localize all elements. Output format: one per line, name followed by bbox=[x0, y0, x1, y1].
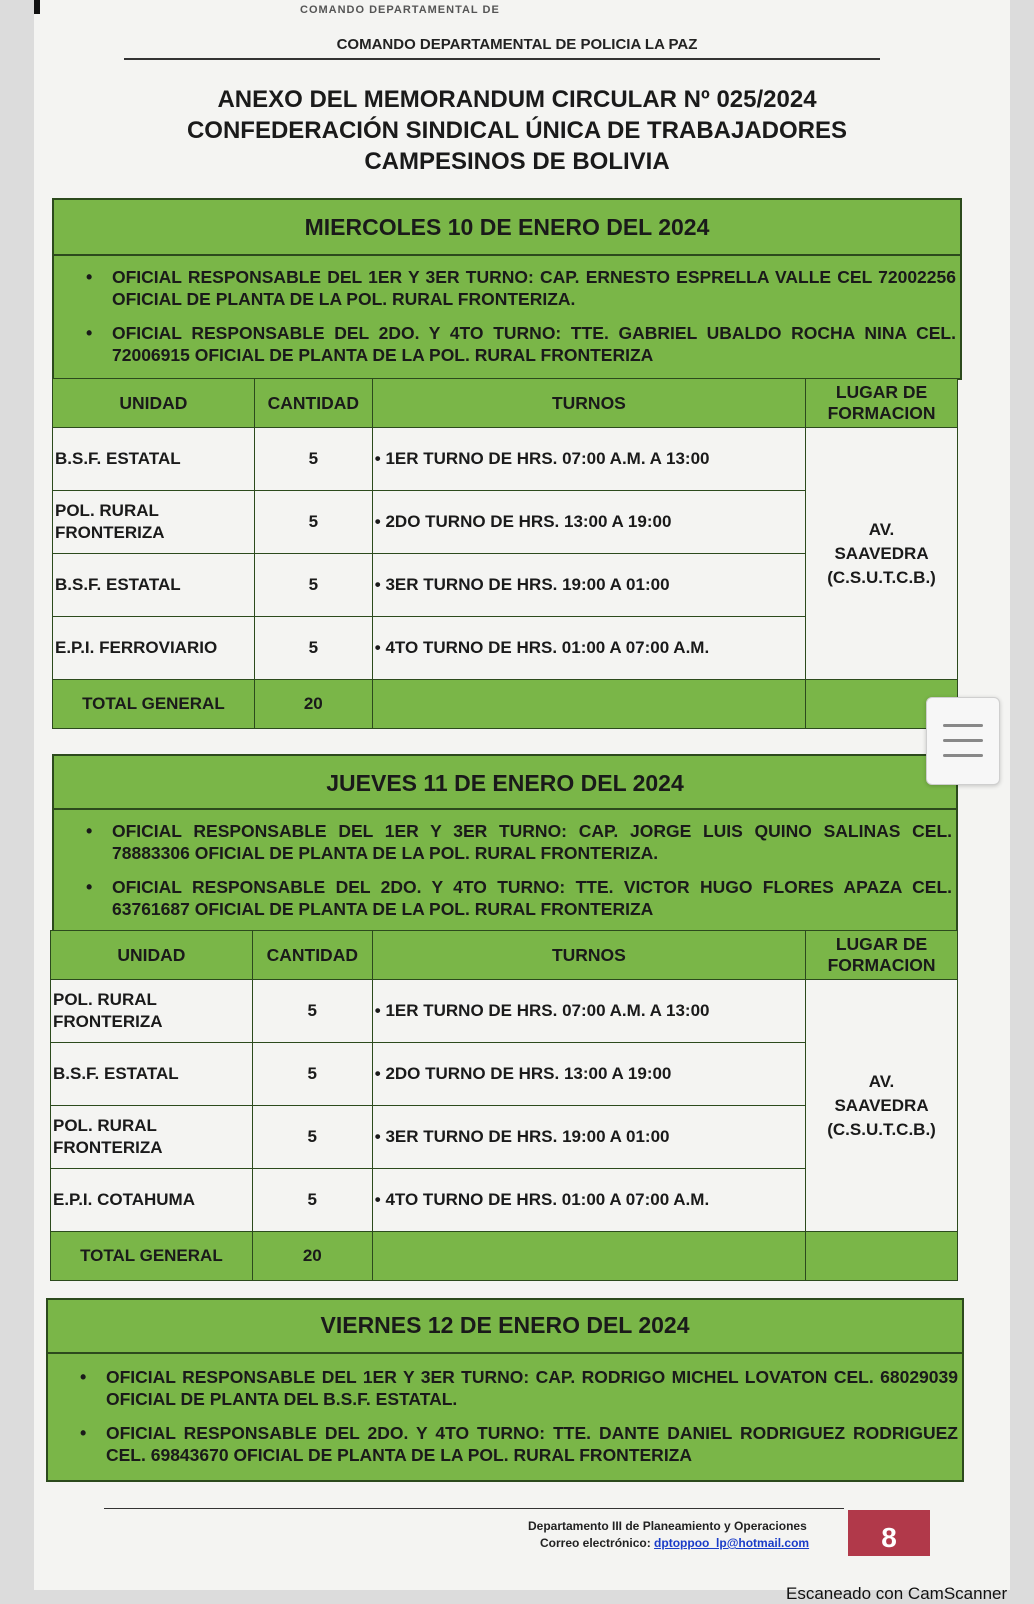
quantity-cell: 5 bbox=[252, 980, 372, 1043]
day-block-wednesday bbox=[52, 198, 962, 380]
header-cut-text: COMANDO DEPARTAMENTAL DE bbox=[300, 4, 500, 16]
unit-cell: POL. RURAL FRONTERIZA bbox=[53, 491, 255, 554]
schedule-table-wednesday bbox=[52, 378, 958, 729]
shift-cell: • 2DO TURNO DE HRS. 13:00 A 19:00 bbox=[372, 1043, 805, 1106]
total-empty-cell bbox=[806, 1232, 958, 1281]
floating-menu-button[interactable] bbox=[926, 697, 1000, 785]
col-lugar: LUGAR DE FORMACION bbox=[806, 931, 958, 980]
day-title: MIERCOLES 10 DE ENERO DEL 2024 bbox=[304, 214, 710, 240]
unit-cell: B.S.F. ESTATAL bbox=[53, 428, 255, 491]
scanner-watermark: Escaneado con CamScanner bbox=[786, 1584, 1008, 1603]
officer-item: • OFICIAL RESPONSABLE DEL 2DO. Y 4TO TURNO: TTE. DANTE DANIEL RODRIGUEZ RODRIGUEZ CEL. 69843670 OFICIAL DE PLANTA DE LA POL. RURAL FRONTERIZA bbox=[48, 1422, 962, 1466]
shift-cell: • 1ER TURNO DE HRS. 07:00 A.M. A 13:00 bbox=[372, 428, 805, 491]
officer-list bbox=[54, 820, 956, 932]
shift-cell: • 4TO TURNO DE HRS. 01:00 A 07:00 A.M. bbox=[372, 617, 805, 680]
day-block-thursday bbox=[52, 754, 958, 934]
total-empty-cell bbox=[372, 1232, 805, 1281]
unit-cell: POL. RURAL FRONTERIZA bbox=[51, 980, 253, 1043]
schedule-table-thursday bbox=[50, 930, 958, 1281]
document-title-line-2: CONFEDERACIÓN SINDICAL ÚNICA DE TRABAJADORES bbox=[186, 117, 848, 144]
day-title: VIERNES 12 DE ENERO DEL 2024 bbox=[320, 1312, 690, 1338]
unit-cell: B.S.F. ESTATAL bbox=[51, 1043, 253, 1106]
quantity-cell: 5 bbox=[252, 1169, 372, 1232]
document-title-line-1: ANEXO DEL MEMORANDUM CIRCULAR Nº 025/2024 bbox=[217, 86, 817, 113]
page-edge-mark bbox=[34, 0, 40, 14]
col-turnos: TURNOS bbox=[372, 931, 805, 980]
officer-list bbox=[54, 266, 960, 378]
shift-cell: • 4TO TURNO DE HRS. 01:00 A 07:00 A.M. bbox=[372, 1169, 805, 1232]
shift-cell: • 3ER TURNO DE HRS. 19:00 A 01:00 bbox=[372, 1106, 805, 1169]
menu-icon bbox=[943, 754, 983, 757]
quantity-cell: 5 bbox=[252, 1106, 372, 1169]
total-row bbox=[53, 680, 958, 729]
col-cantidad: CANTIDAD bbox=[254, 379, 372, 428]
footer-divider bbox=[104, 1508, 844, 1509]
quantity-cell: 5 bbox=[254, 554, 372, 617]
footer-email: Correo electrónico: dptoppoo_lp@hotmail.com bbox=[540, 1536, 810, 1550]
col-unidad: UNIDAD bbox=[53, 379, 255, 428]
officer-item: • OFICIAL RESPONSABLE DEL 1ER Y 3ER TURNO: CAP. JORGE LUIS QUINO SALINAS CEL. 78883306 OFICIAL DE PLANTA DE LA POL. RURAL FRONTERIZA. bbox=[54, 820, 956, 864]
quantity-cell: 5 bbox=[254, 491, 372, 554]
day-title: JUEVES 11 DE ENERO DEL 2024 bbox=[326, 770, 684, 796]
quantity-cell: 5 bbox=[254, 428, 372, 491]
day-block-friday bbox=[46, 1298, 964, 1482]
col-lugar: LUGAR DE FORMACION bbox=[806, 379, 958, 428]
header-organization: COMANDO DEPARTAMENTAL DE POLICIA LA PAZ bbox=[336, 36, 698, 53]
total-value: 20 bbox=[254, 680, 372, 729]
col-unidad: UNIDAD bbox=[51, 931, 253, 980]
officer-list bbox=[48, 1366, 962, 1478]
menu-icon bbox=[943, 739, 983, 742]
total-empty-cell bbox=[372, 680, 805, 729]
officer-item: • OFICIAL RESPONSABLE DEL 1ER Y 3ER TURNO: CAP. ERNESTO ESPRELLA VALLE CEL 72002256 OFICIAL DE PLANTA DE LA POL. RURAL FRONTERIZA. bbox=[54, 266, 960, 310]
table-row bbox=[53, 428, 958, 491]
document-title-line-3: CAMPESINOS DE BOLIVIA bbox=[364, 148, 670, 175]
shift-cell: • 1ER TURNO DE HRS. 07:00 A.M. A 13:00 bbox=[372, 980, 805, 1043]
unit-cell: E.P.I. FERROVIARIO bbox=[53, 617, 255, 680]
footer-department: Departamento III de Planeamiento y Operaciones bbox=[528, 1519, 807, 1533]
location-cell: AV. SAAVEDRA (C.S.U.T.C.B.) bbox=[806, 428, 958, 680]
page-number: 8 bbox=[848, 1510, 930, 1556]
total-label: TOTAL GENERAL bbox=[51, 1232, 253, 1281]
unit-cell: E.P.I. COTAHUMA bbox=[51, 1169, 253, 1232]
officer-item: • OFICIAL RESPONSABLE DEL 2DO. Y 4TO TURNO: TTE. VICTOR HUGO FLORES APAZA CEL. 63761687 OFICIAL DE PLANTA DE LA POL. RURAL FRONTERIZA bbox=[54, 876, 956, 920]
day-title-divider bbox=[54, 808, 956, 810]
location-cell: AV. SAAVEDRA (C.S.U.T.C.B.) bbox=[806, 980, 958, 1232]
day-title-divider bbox=[54, 254, 960, 256]
col-cantidad: CANTIDAD bbox=[252, 931, 372, 980]
total-label: TOTAL GENERAL bbox=[53, 680, 255, 729]
header-divider bbox=[124, 58, 880, 60]
shift-cell: • 3ER TURNO DE HRS. 19:00 A 01:00 bbox=[372, 554, 805, 617]
quantity-cell: 5 bbox=[252, 1043, 372, 1106]
shift-cell: • 2DO TURNO DE HRS. 13:00 A 19:00 bbox=[372, 491, 805, 554]
table-header-row bbox=[51, 931, 958, 980]
table-header-row bbox=[53, 379, 958, 428]
menu-icon bbox=[943, 724, 983, 727]
unit-cell: POL. RURAL FRONTERIZA bbox=[51, 1106, 253, 1169]
unit-cell: B.S.F. ESTATAL bbox=[53, 554, 255, 617]
email-link[interactable]: dptoppoo_lp@hotmail.com bbox=[654, 1536, 810, 1550]
officer-item: • OFICIAL RESPONSABLE DEL 1ER Y 3ER TURNO: CAP. RODRIGO MICHEL LOVATON CEL. 68029039 OFICIAL DE PLANTA DEL B.S.F. ESTATAL. bbox=[48, 1366, 962, 1410]
day-title-divider bbox=[48, 1352, 962, 1354]
officer-item: • OFICIAL RESPONSABLE DEL 2DO. Y 4TO TURNO: TTE. GABRIEL UBALDO ROCHA NINA CEL. 72006915 OFICIAL DE PLANTA DE LA POL. RURAL FRONTERIZA bbox=[54, 322, 960, 366]
table-row bbox=[51, 980, 958, 1043]
total-row bbox=[51, 1232, 958, 1281]
quantity-cell: 5 bbox=[254, 617, 372, 680]
total-value: 20 bbox=[252, 1232, 372, 1281]
col-turnos: TURNOS bbox=[372, 379, 805, 428]
